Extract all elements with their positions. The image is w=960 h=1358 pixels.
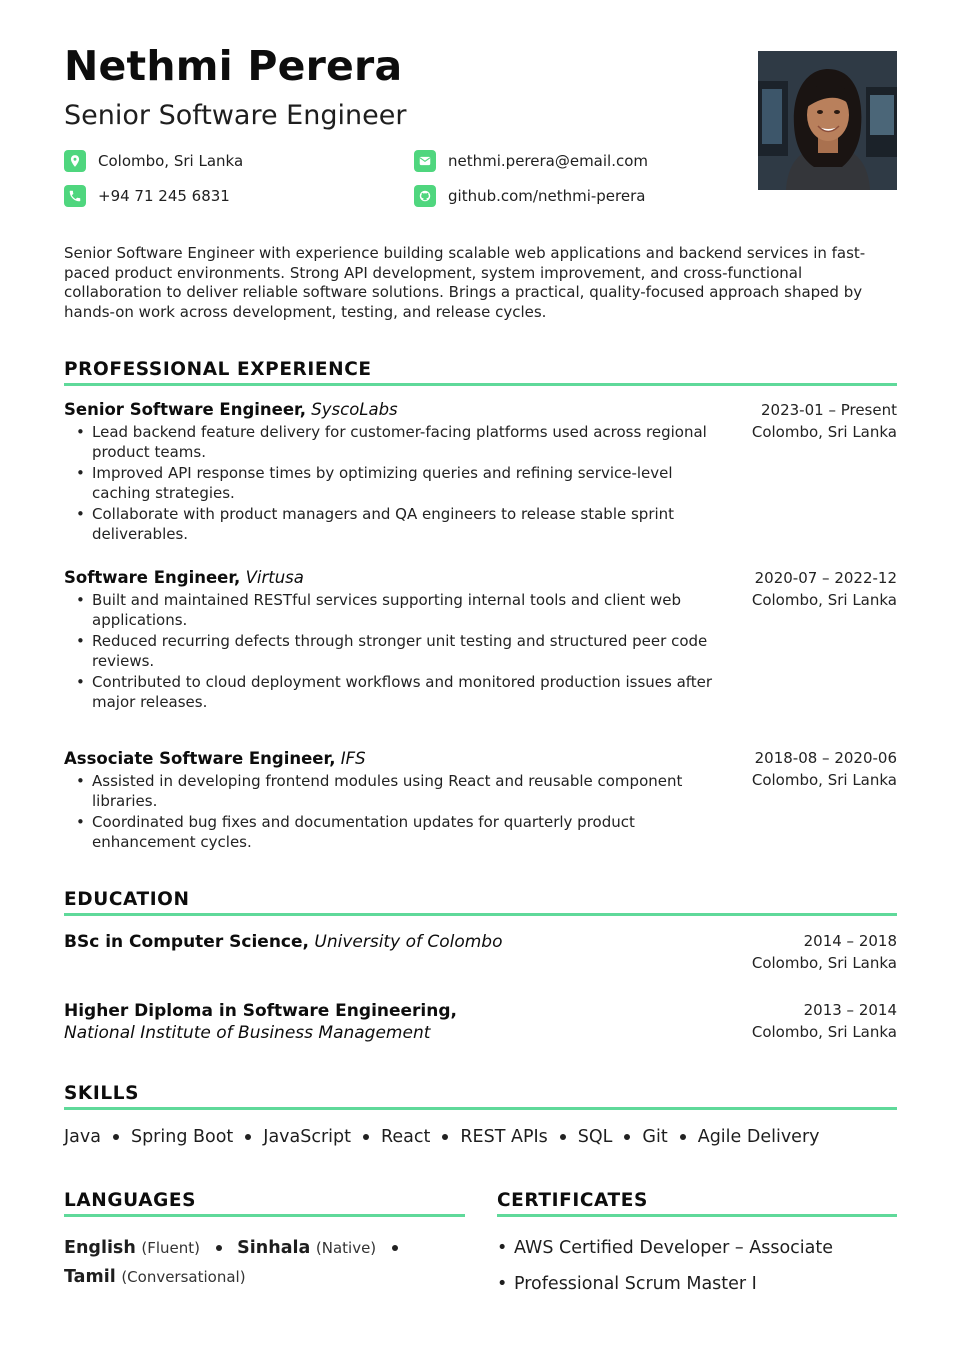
degree-school: National Institute of Business Management [64, 1023, 431, 1043]
job-company: Virtusa [245, 568, 304, 587]
degree-diploma [64, 1000, 457, 1044]
job-role: Associate Software Engineer, [64, 749, 336, 768]
job-location: Colombo, Sri Lanka [751, 771, 897, 789]
degree-school: University of Colombo [314, 932, 503, 952]
candidate-name: Nethmi Perera [64, 42, 403, 90]
skill-item: REST APIs [460, 1127, 548, 1147]
summary-text: Senior Software Engineer with experience building scalable web applications and backend services in fast-paced product environments. Strong API development, system improvement, and cross-functional collaboration to deliver reliable software solutions. Brings a practical, quality-focused approach shaped by hands-on work across development, testing, and release cycles. [64, 244, 866, 321]
degree-meta-bsc [752, 930, 897, 974]
degree-location: Colombo, Sri Lanka [751, 1023, 897, 1041]
languages-list [64, 1234, 464, 1292]
job-bullet: • Collaborate with product managers and QA engineers to release stable sprint deliverables. [76, 505, 716, 544]
contact-location-text: Colombo, Sri Lanka [98, 152, 244, 170]
languages-heading: LANGUAGES [64, 1190, 197, 1211]
job-location: Colombo, Sri Lanka [751, 591, 897, 609]
contact-phone[interactable] [64, 183, 230, 209]
degree-name: Higher Diploma in Software Engineering, [64, 1001, 457, 1021]
skill-item: Spring Boot [130, 1127, 234, 1147]
bullet-separator [560, 1134, 566, 1140]
job-bullet: • Contributed to cloud deployment workflows and monitored production issues after major releases. [76, 673, 716, 712]
certificate-item: • AWS Certified Developer – Associate [497, 1230, 897, 1266]
job-dates: 2018-08 – 2020-06 [754, 749, 897, 767]
skills-list [64, 1127, 820, 1147]
phone-icon [64, 185, 86, 207]
bullet-separator [113, 1134, 119, 1140]
job-bullet: • Built and maintained RESTful services supporting internal tools and client web applications. [76, 591, 716, 630]
degree-meta-diploma [752, 999, 897, 1043]
skill-item: React [381, 1127, 431, 1147]
contact-phone-text[interactable]: +94 71 245 6831 [98, 187, 230, 205]
language-name: Sinhala [237, 1238, 311, 1258]
skill-item: JavaScript [263, 1127, 352, 1147]
skills-divider [64, 1107, 897, 1110]
certificate-item: • Professional Scrum Master I [497, 1266, 897, 1302]
skills-heading: SKILLS [64, 1083, 140, 1104]
job-meta-ifs [752, 747, 897, 791]
job-title-ifs [64, 749, 366, 768]
bullet-separator [624, 1134, 630, 1140]
job-dates: 2023-01 – Present [761, 401, 897, 419]
certificates-divider [497, 1214, 897, 1217]
language-name: Tamil [64, 1267, 116, 1287]
skill-item: Java [64, 1127, 101, 1147]
contact-email[interactable] [414, 148, 648, 174]
certificates-heading: CERTIFICATES [497, 1190, 648, 1211]
job-company: SyscoLabs [311, 400, 398, 419]
job-meta-syscolabs [752, 399, 897, 443]
job-role: Software Engineer, [64, 568, 241, 587]
job-title-virtusa [64, 568, 304, 587]
job-title-syscolabs [64, 400, 398, 419]
language-level: (Fluent) [141, 1239, 201, 1257]
bullet-separator [245, 1134, 251, 1140]
bullet-separator [442, 1134, 448, 1140]
language-name: English [64, 1238, 136, 1258]
education-heading: EDUCATION [64, 889, 190, 910]
degree-dates: 2014 – 2018 [803, 932, 897, 950]
github-icon [414, 185, 436, 207]
job-bullets-syscolabs [76, 423, 716, 546]
job-bullet: • Assisted in developing frontend modules using React and reusable component libraries. [76, 772, 716, 811]
location-pin-icon [64, 150, 86, 172]
certificates-list [497, 1230, 897, 1302]
job-bullet: • Coordinated bug fixes and documentation updates for quarterly product enhancement cycles. [76, 813, 716, 852]
degree-location: Colombo, Sri Lanka [751, 954, 897, 972]
bullet-separator [680, 1134, 686, 1140]
education-divider [64, 913, 897, 916]
contact-github-text[interactable]: github.com/nethmi-perera [448, 187, 646, 205]
bullet-separator [392, 1245, 398, 1251]
job-bullets-ifs [76, 772, 716, 854]
skill-item: Git [642, 1127, 668, 1147]
profile-photo [758, 51, 897, 190]
job-bullet: • Lead backend feature delivery for customer-facing platforms used across regional product teams. [76, 423, 716, 462]
job-location: Colombo, Sri Lanka [751, 423, 897, 441]
job-bullet: • Reduced recurring defects through stronger unit testing and structured peer code reviews. [76, 632, 716, 671]
job-company: IFS [340, 749, 366, 768]
contact-github[interactable] [414, 183, 645, 209]
experience-heading: PROFESSIONAL EXPERIENCE [64, 359, 372, 380]
job-meta-virtusa [752, 567, 897, 611]
languages-divider [64, 1214, 465, 1217]
bullet-separator [363, 1134, 369, 1140]
skill-item: SQL [577, 1127, 613, 1147]
skill-item: Agile Delivery [697, 1127, 820, 1147]
experience-divider [64, 383, 897, 386]
degree-dates: 2013 – 2014 [803, 1001, 897, 1019]
degree-name: BSc in Computer Science, [64, 932, 309, 952]
job-bullets-virtusa [76, 591, 716, 714]
email-icon [414, 150, 436, 172]
job-role: Senior Software Engineer, [64, 400, 307, 419]
degree-bsc [64, 931, 503, 953]
candidate-title: Senior Software Engineer [64, 100, 407, 131]
bullet-separator [216, 1245, 222, 1251]
language-level: (Native) [315, 1239, 377, 1257]
job-dates: 2020-07 – 2022-12 [754, 569, 897, 587]
contact-location [64, 148, 243, 174]
job-bullet: • Improved API response times by optimizing queries and refining service-level caching strategies. [76, 464, 716, 503]
language-level: (Conversational) [121, 1268, 246, 1286]
contact-email-text[interactable]: nethmi.perera@email.com [448, 152, 649, 170]
